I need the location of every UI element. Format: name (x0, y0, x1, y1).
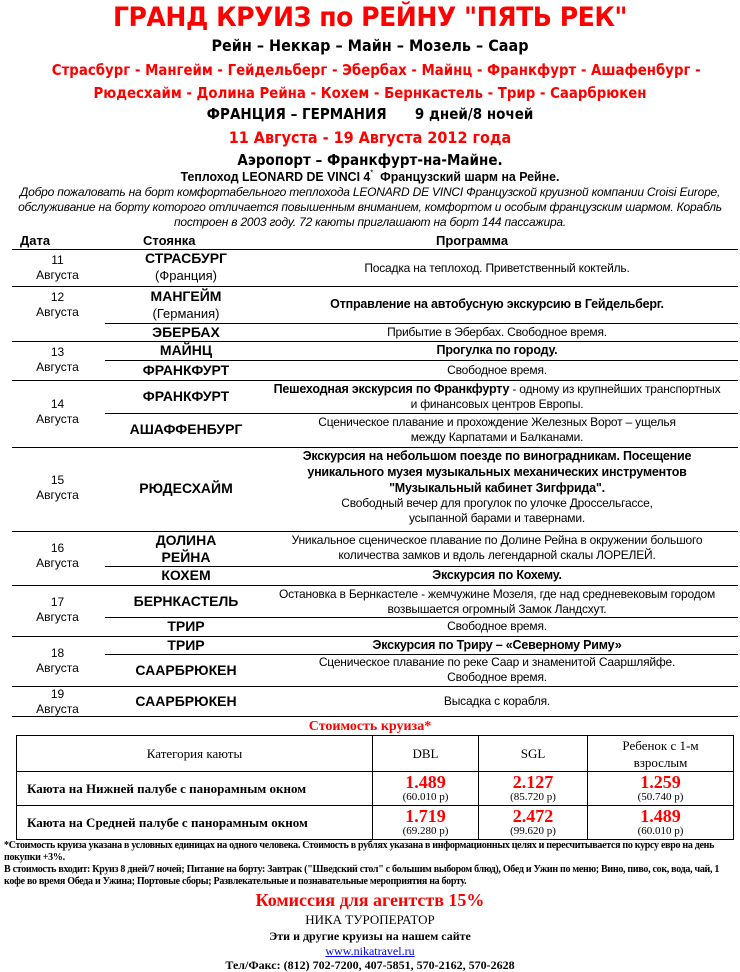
cabin-category: Каюта на Средней палубе с панорамным окном (17, 806, 373, 840)
price-header-row (17, 736, 734, 772)
divider (12, 286, 738, 287)
col-stop: Стоянка (143, 233, 196, 248)
stop-cell: СААРБРЮКЕН (135, 662, 237, 678)
date-cell: 14 Августа (36, 397, 79, 426)
col-program: Программа (436, 233, 509, 248)
program-cell: Экскурсия на небольшом поезде по виноградникам. Посещение уникального музея музыкальных механических инструментов "Музыкальный кабинет Зигфрида". Свободный вечер для прогулок по улочке Дроссельгассе, усыпанной барами и тавернами. (302, 449, 692, 525)
stop-cell: МАНГЕЙМ (Германия) (150, 288, 222, 321)
program-cell: Остановка в Бернкастеле - жемчужине Мозеля, где над средневековым городом возвышается огромный Замок Ландсхут. (278, 587, 716, 616)
site-link[interactable]: www.nikatravel.ru (325, 944, 415, 958)
price-cell: 1.489 (60.010 р) (373, 772, 479, 806)
stop-cell: ТРИР (167, 637, 205, 653)
rivers-line: Рейн – Неккар – Майн – Мозель – Саар (211, 36, 529, 55)
date-cell: 13 Августа (36, 345, 79, 374)
divider (105, 413, 738, 414)
stop-cell: ДОЛИНА РЕЙНА (155, 532, 217, 565)
col-date: Дата (20, 233, 51, 248)
cabin-category: Каюта на Нижней палубе с панорамным окном (17, 772, 373, 806)
stop-cell: АШАФФЕНБУРГ (129, 421, 243, 437)
operator-name: НИКА ТУРОПЕРАТОР (305, 912, 435, 927)
price-row (17, 806, 734, 840)
program-cell: Прогулка по городу. (436, 343, 558, 357)
program-cell: Высадка с корабля. (443, 694, 551, 708)
stop-cell: КОХЕМ (161, 567, 211, 583)
phone-line: Тел/Факс: (812) 702-7200, 407-5851, 570-2162, 570-2628 (225, 958, 515, 972)
countries-duration (37, 105, 703, 124)
stop-cell: ТРИР (167, 618, 205, 634)
date-cell: 16 Августа (36, 541, 79, 570)
countries: ФРАНЦИЯ – ГЕРМАНИЯ (206, 105, 387, 123)
date-cell: 12 Августа (36, 290, 79, 319)
divider (12, 716, 738, 717)
price-row (17, 772, 734, 806)
program-cell: Свободное время. (447, 363, 547, 377)
ship-name: Теплоход LEONARD DE VINCI 4 (180, 169, 371, 184)
schedule-header (0, 233, 740, 249)
price-note: *Стоимость круиза указана в условных единицах на одного человека. Стоимость в рублях указана в информационных целях и пересчитывается по курсу евро на день покупки +3%. (4, 840, 715, 863)
cities-line-2: Рюдесхайм - Долина Рейна - Кохем - Бернкастель - Трир - Саарбрюкен (93, 84, 647, 102)
program-cell: Уникальное сценическое плавание по Долине Рейна в окружении большого количества замков и вдоль легендарной скалы ЛОРЕЛЕЙ. (291, 533, 703, 562)
price-cell: 1.719 (69.280 р) (373, 806, 479, 840)
program-cell: Отправление на автобусную экскурсию в Гейдельберг. (330, 297, 664, 311)
commission: Комиссия для агентств 15% (255, 890, 485, 910)
stop-cell: БЕРНКАСТЕЛЬ (133, 593, 239, 609)
program-cell: Пешеходная экскурсия по Франкфурту - одному из крупнейших транспортных и финансовых центров Европы. (273, 382, 721, 411)
price-cell: 1.489 (60.010 р) (588, 806, 734, 840)
date-cell: 15 Августа (36, 473, 79, 502)
date-cell: 17 Августа (36, 595, 79, 624)
header-sgl: SGL (479, 736, 588, 772)
price-cell: 1.259 (50.740 р) (588, 772, 734, 806)
divider (12, 686, 738, 687)
page-title: ГРАНД КРУИЗ по РЕЙНУ "ПЯТЬ РЕК" (112, 2, 628, 33)
date-cell: 18 Августа (36, 646, 79, 675)
intro-paragraph: Добро пожаловать на борт комфортабельного теплохода LEONARD DE VINCI Французской круизной компании Croisi Europe, обслуживание на борту которого отличается повышенным вниманием, комфортом и особым французским шармом. Корабль построен в 2003 году. 72 каюты приглашают на борт 144 пассажира. (18, 185, 722, 229)
ship-star: * (370, 168, 374, 178)
price-title: Стоимость круиза* (308, 719, 432, 734)
date-cell: 19 Августа (36, 687, 79, 716)
program-cell: Посадка на теплоход. Приветственный коктейль. (364, 261, 630, 275)
divider (12, 585, 738, 586)
site-line (0, 944, 740, 958)
header-category: Категория каюты (17, 736, 373, 772)
ship-line (19, 169, 722, 185)
notes (4, 840, 738, 888)
price-cell: 2.127 (85.720 р) (479, 772, 588, 806)
includes-note: В стоимость входит: Круиз 8 дней/7 ночей; Питание на борту: Завтрак ("Шведский стол" с большим выбором блюд), Обед и Ужин по меню; Вино, пиво, сок, вода, чай, 1 кофе во время Обеда и Ужина; Портовые сборы; Развлекательные и познавательные мероприятия на борту. (4, 864, 720, 887)
divider (12, 380, 738, 381)
more-cruises: Эти и другие круизы на нашем сайте (269, 929, 471, 943)
stop-cell: РЮДЕСХАЙМ (139, 480, 233, 496)
date-cell: 11 Августа (36, 253, 79, 282)
stop-cell: ЭБЕРБАХ (152, 324, 220, 340)
program-cell: Экскурсия по Кохему. (432, 568, 562, 582)
price-table (16, 735, 734, 840)
stop-cell: СТРАСБУРГ (Франция) (145, 250, 227, 283)
airport-line: Аэропорт – Франкфурт-на-Майне. (237, 151, 503, 169)
cruise-dates: 11 Августа - 19 Августа 2012 года (228, 128, 512, 147)
program-cell: Сценическое плавание и прохождение Железных Ворот – ущелья между Карпатами и Балканами. (318, 415, 676, 444)
program-cell: Сценическое плавание по реке Саар и знаменитой Сааршляйфе. Свободное время. (318, 655, 676, 684)
stop-cell: ФРАНКФУРТ (142, 388, 230, 404)
cities-line-1: Страсбург - Мангейм - Гейдельберг - Эбербах - Майнц - Франкфурт - Ашафенбург - (51, 61, 701, 79)
price-cell: 2.472 (99.620 р) (479, 806, 588, 840)
ship-slogan: Французский шарм на Рейне. (380, 169, 560, 184)
program-cell: Прибытие в Эбербах. Свободное время. (387, 325, 607, 339)
program-cell: Свободное время. (447, 619, 547, 633)
duration: 9 дней/8 ночей (414, 105, 534, 123)
stop-cell: МАЙНЦ (159, 342, 213, 358)
stop-cell: СААРБРЮКЕН (135, 693, 237, 709)
stop-cell: ФРАНКФУРТ (142, 362, 230, 378)
program-cell: Экскурсия по Триру – «Северному Риму» (372, 638, 622, 652)
header-child: Ребенок с 1-м взрослым (588, 736, 734, 772)
header-dbl: DBL (373, 736, 479, 772)
divider (105, 360, 738, 361)
